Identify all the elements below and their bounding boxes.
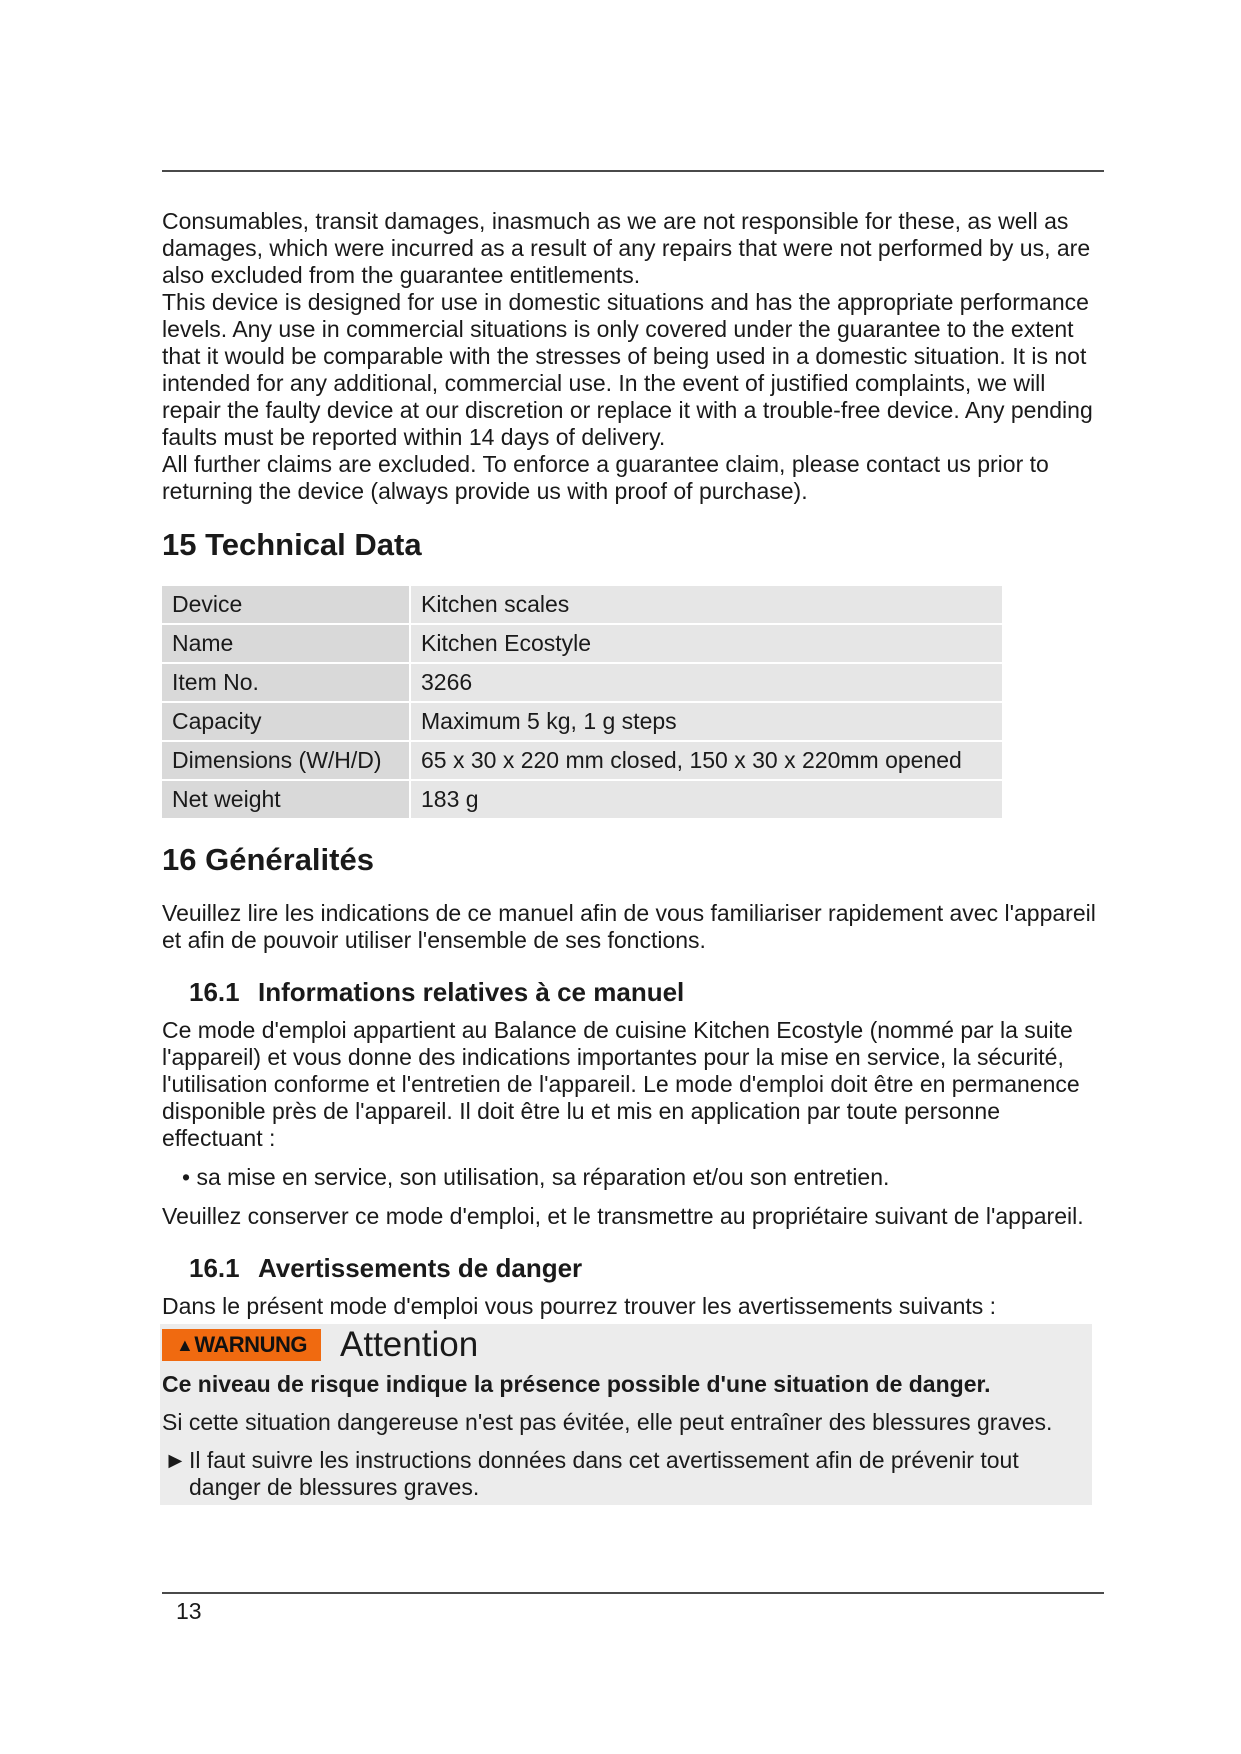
intro-paragraph-2: This device is designed for use in domestic situations and has the appropriate performance levels. Any use in commercial situations is only covered under the guarantee to the extent that it would be comparable with the stresses of being used in a domestic situation. It is not intended for any additional, commercial use. In the event of justified complaints, we will repair the faulty device at our discretion or replace it with a trouble-free device. Any pending faults must be reported within 14 days of delivery. bbox=[162, 289, 1093, 450]
table-key-cell: Item No. bbox=[162, 664, 411, 701]
warning-box bbox=[160, 1324, 1092, 1505]
warning-label bbox=[162, 1329, 321, 1361]
intro-paragraph-3: All further claims are excluded. To enforce a guarantee claim, please contact us prior to returning the device (always provide us with proof of purchase). bbox=[162, 451, 1049, 504]
section-number: 16.1 bbox=[189, 1253, 240, 1283]
general-heading: 16 Généralités bbox=[162, 842, 374, 877]
technical-data-table bbox=[162, 584, 1002, 820]
table-value-cell: 65 x 30 x 220 mm closed, 150 x 30 x 220mm opened bbox=[411, 742, 1002, 779]
warning-instruction bbox=[160, 1447, 1092, 1501]
warning-header bbox=[160, 1324, 1092, 1366]
table-key-cell: Capacity bbox=[162, 703, 411, 740]
bullet-icon: • bbox=[182, 1164, 191, 1190]
table-value-cell: 3266 bbox=[411, 664, 1002, 701]
table-value-cell: 183 g bbox=[411, 781, 1002, 818]
table-value-cell: Kitchen Ecostyle bbox=[411, 625, 1002, 662]
warning-title: Attention bbox=[340, 1325, 479, 1364]
table-row bbox=[162, 625, 1002, 662]
table-key-cell: Net weight bbox=[162, 781, 411, 818]
technical-data-heading: 15 Technical Data bbox=[162, 527, 422, 562]
page-content bbox=[162, 208, 1104, 1505]
table-row bbox=[162, 703, 1002, 740]
list-item bbox=[162, 1164, 1104, 1191]
section-title: Informations relatives à ce manuel bbox=[258, 977, 685, 1007]
table-key-cell: Dimensions (W/H/D) bbox=[162, 742, 411, 779]
warning-triangle-icon: ▲ bbox=[176, 1334, 194, 1355]
table-row bbox=[162, 781, 1002, 818]
manual-paragraph: Ce mode d'emploi appartient au Balance de cuisine Kitchen Ecostyle (nommé par la suite l'appareil) et vous donne des indications importantes pour la mise en service, la sécurité, l'utilisation conforme et l'entretien de l'appareil. Le mode d'emploi doit être en permanence disponible près de l'appareil. Il doit être lu et mis en application par toute personne effectuant : bbox=[162, 1017, 1080, 1151]
arrow-right-icon: ► bbox=[164, 1447, 187, 1473]
warning-consequence-line: Si cette situation dangereuse n'est pas évitée, elle peut entraîner des blessures graves. bbox=[162, 1409, 1053, 1435]
table-row bbox=[162, 742, 1002, 779]
intro-paragraph-1: Consumables, transit damages, inasmuch as we are not responsible for these, as well as damages, which were incurred as a result of any repairs that were not performed by us, are also excluded from the guarantee entitlements. bbox=[162, 208, 1091, 288]
general-intro: Veuillez lire les indications de ce manuel afin de vous familiariser rapidement avec l'appareil et afin de pouvoir utiliser l'ensemble de ses fonctions. bbox=[162, 900, 1096, 953]
section-heading-warnings bbox=[162, 1252, 1104, 1284]
section-title: Avertissements de danger bbox=[258, 1253, 583, 1283]
warning-risk-line: Ce niveau de risque indique la présence possible d'une situation de danger. bbox=[162, 1371, 991, 1397]
manual-paragraph-2: Veuillez conserver ce mode d'emploi, et le transmettre au propriétaire suivant de l'appareil. bbox=[162, 1203, 1084, 1229]
warning-label-text: WARNUNG bbox=[194, 1332, 307, 1357]
warning-instruction-text: Il faut suivre les instructions données dans cet avertissement afin de prévenir tout danger de blessures graves. bbox=[189, 1447, 1019, 1500]
table-key-cell: Device bbox=[162, 586, 411, 623]
list-item-text: sa mise en service, son utilisation, sa réparation et/ou son entretien. bbox=[196, 1164, 890, 1190]
section-number: 16.1 bbox=[189, 977, 240, 1007]
table-row bbox=[162, 664, 1002, 701]
table-value-cell: Maximum 5 kg, 1 g steps bbox=[411, 703, 1002, 740]
footer-rule bbox=[162, 1592, 1104, 1594]
table-row bbox=[162, 586, 1002, 623]
header-rule bbox=[162, 170, 1104, 172]
table-value-cell: Kitchen scales bbox=[411, 586, 1002, 623]
page-number: 13 bbox=[176, 1598, 202, 1624]
warnings-intro: Dans le présent mode d'emploi vous pourrez trouver les avertissements suivants : bbox=[162, 1293, 997, 1319]
table-key-cell: Name bbox=[162, 625, 411, 662]
section-heading-manual bbox=[162, 976, 1104, 1008]
